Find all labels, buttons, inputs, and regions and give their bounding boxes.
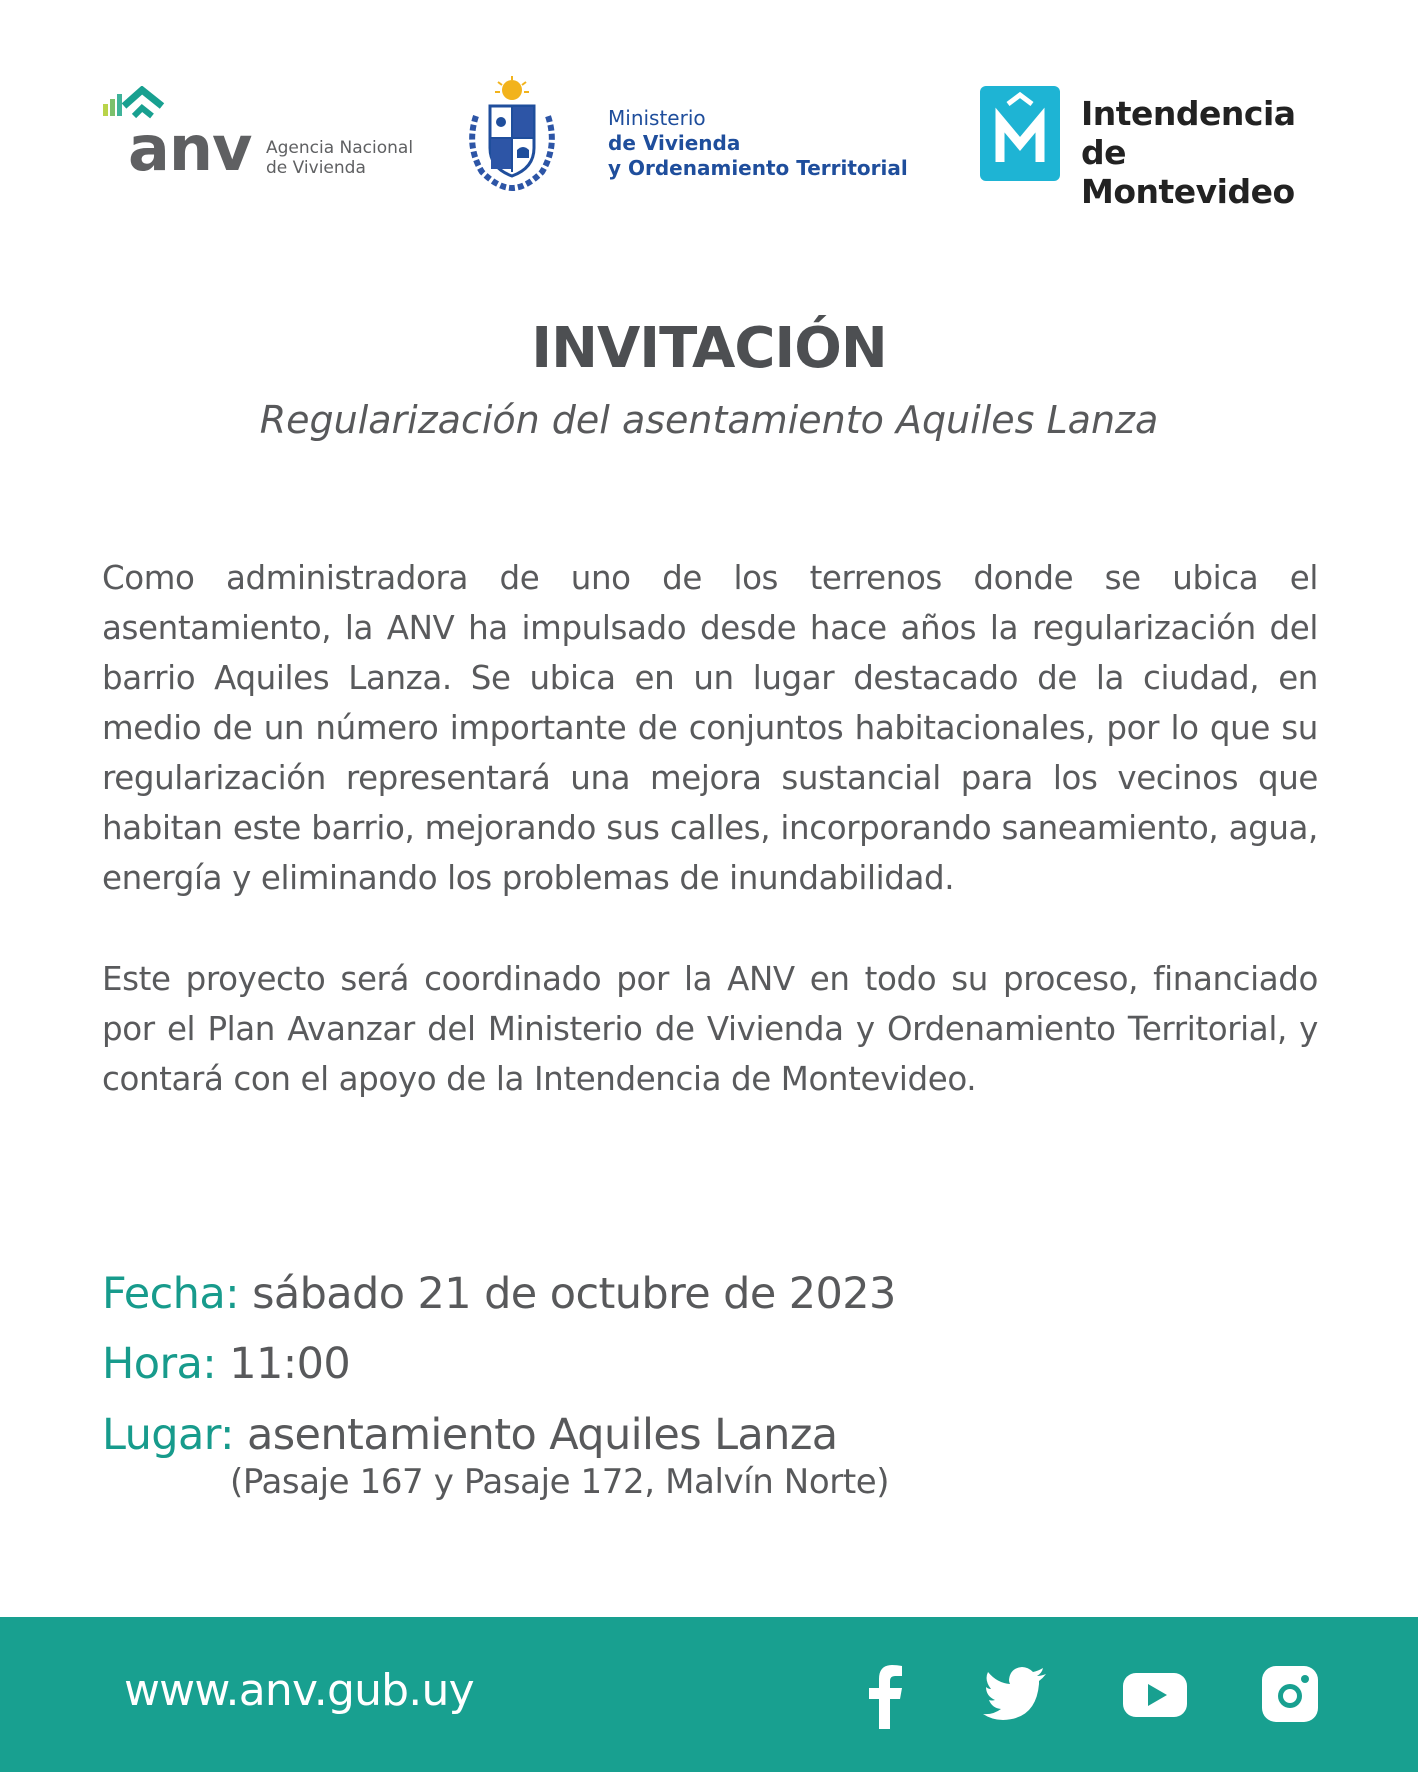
page-subtitle: Regularización del asentamiento Aquiles Lanza bbox=[259, 398, 1159, 442]
place-label: Lugar: bbox=[102, 1410, 234, 1460]
body-paragraph-2: Este proyecto será coordinado por la ANV en todo su proceso, financiado por el Plan Avanzar del Ministerio de Vivienda y Ordenamiento Territorial, y contará con el apoyo de la Intendencia de Montevideo. bbox=[102, 960, 1318, 1098]
anv-agency-name bbox=[266, 138, 413, 178]
ministry-line2: de Vivienda bbox=[608, 131, 741, 155]
body-paragraph-1: Como administradora de uno de los terrenos donde se ubica el asentamiento, la ANV ha impulsado desde hace años la regularización del barrio Aquiles Lanza. Se ubica en un lugar destacado de la ciudad, en medio de un número importante de conjuntos habitacionales, por lo que su regularización representará una mejora sustancial para los vecinos que habitan este barrio, mejorando sus calles, incorporando saneamiento, agua, energía y eliminando los problemas de inundabilidad. bbox=[102, 559, 1318, 897]
anv-line1: Agencia Nacional bbox=[266, 138, 414, 158]
intendencia-line1: Intendencia bbox=[1081, 94, 1296, 133]
intendencia-m-icon bbox=[980, 86, 1060, 181]
time-value: 11:00 bbox=[229, 1339, 351, 1389]
website-link[interactable]: www.anv.gub.uy bbox=[124, 1665, 474, 1716]
anv-wordmark: anv bbox=[128, 112, 252, 185]
place-address: (Pasaje 167 y Pasaje 172, Malvín Norte) bbox=[230, 1462, 890, 1502]
youtube-icon[interactable] bbox=[1120, 1659, 1190, 1729]
twitter-icon[interactable] bbox=[980, 1659, 1050, 1729]
intendencia-name bbox=[1081, 94, 1320, 211]
anv-logo bbox=[100, 86, 430, 186]
intendencia-logo bbox=[980, 86, 1320, 211]
place-value: asentamiento Aquiles Lanza bbox=[247, 1410, 838, 1460]
ministry-logo-text bbox=[608, 106, 908, 181]
ministry-line1: Ministerio bbox=[608, 106, 706, 130]
uruguay-coat-of-arms-icon bbox=[462, 76, 562, 192]
footer-bar bbox=[0, 1617, 1418, 1772]
date-value: sábado 21 de octubre de 2023 bbox=[252, 1269, 896, 1319]
facebook-icon[interactable] bbox=[850, 1659, 920, 1729]
event-place bbox=[102, 1405, 838, 1465]
ministry-line3: y Ordenamiento Territorial bbox=[608, 156, 908, 180]
time-label: Hora: bbox=[102, 1339, 217, 1389]
intendencia-line2: de Montevideo bbox=[1081, 133, 1295, 211]
event-date bbox=[102, 1264, 896, 1324]
page-title: INVITACIÓN bbox=[531, 316, 887, 381]
logo-header bbox=[0, 0, 1418, 220]
anv-line2: de Vivienda bbox=[266, 158, 366, 178]
date-label: Fecha: bbox=[102, 1269, 239, 1319]
event-time bbox=[102, 1334, 350, 1394]
instagram-icon[interactable] bbox=[1255, 1659, 1325, 1729]
